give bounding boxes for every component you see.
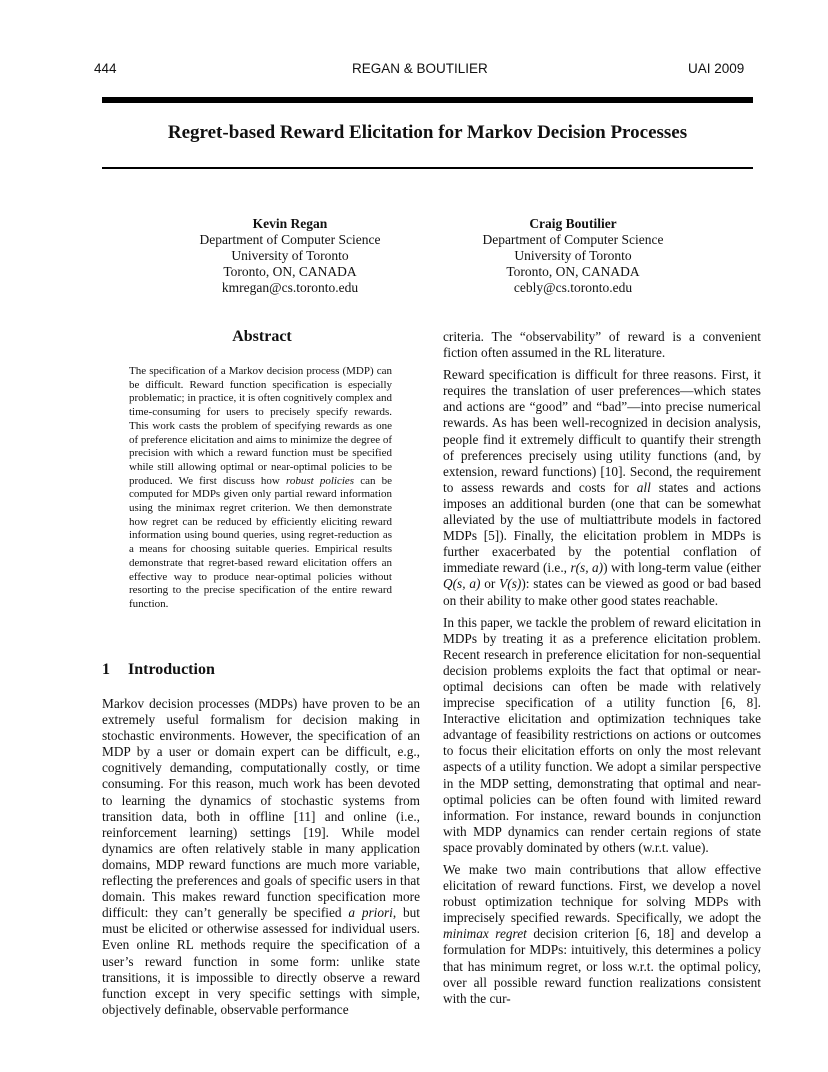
left-column (102, 696, 420, 1024)
author-location: Toronto, ON, CANADA (223, 264, 357, 279)
title-top-rule (102, 97, 753, 103)
author-name: Craig Boutilier (529, 216, 617, 231)
abstract-text: The specification of a Markov decision process (MDP) can be difficult. Reward function specification is especially problematic; in practice, it is often cognitively complex and time-consuming for users to precisely specify rewards. This work casts the problem of specifying rewards as one of preference elicitation and aims to minimize the degree of precision with which a reward function must be specified while still allowing optimal or near-optimal policies to be produced. We first discuss how robust policies can be computed for MDPs given only partial reward information using the minimax regret criterion. We then demonstrate how regret can be reduced by efficiently eliciting reward information using bound queries, using regret-reduction as a means for choosing suitable queries. Empirical results demonstrate that regret-based reward elicitation offers an effective way to produce near-optimal policies without resorting to the precise specification of the entire reward function. (129, 365, 393, 610)
author-location: Toronto, ON, CANADA (506, 264, 640, 279)
title-bottom-rule (102, 167, 753, 169)
paragraph: criteria. The “observability” of reward is a convenient fiction often assumed in the RL literature. (443, 329, 761, 361)
author-email: kmregan@cs.toronto.edu (221, 280, 359, 295)
author-university: University of Toronto (514, 248, 632, 263)
author-block-2 (423, 216, 723, 296)
venue-label: UAI 2009 (688, 61, 745, 76)
author-email: cebly@cs.toronto.edu (513, 280, 633, 295)
abstract-heading: Abstract (232, 328, 292, 345)
paper-title: Regret-based Reward Elicitation for Markov Decision Processes (167, 122, 688, 143)
running-title: REGAN & BOUTILIER (352, 61, 488, 76)
page-number: 444 (94, 61, 117, 76)
paragraph: Reward specification is difficult for three reasons. First, it requires the translation of user preferences—which states and actions are “good” and “bad”—into precise numerical rewards. As has been well-recognized in decision analysis, people find it extremely difficult to quantify their strength of preferences precisely using utility functions (and, by extension, reward functions) [10]. Second, the requirement to assess rewards and costs for all states and actions imposes an additional burden (one that can be somewhat alleviated by the use of multiattribute models in factored MDPs [5]). Finally, the elicitation problem in MDPs is further exacerbated by the potential conflation of immediate reward (i.e., r(s, a)) with long-term value (either Q(s, a) or V(s)): states can be viewed as good or bad based on their ability to make other good states reachable. (443, 367, 762, 608)
section-title: Introduction (128, 661, 215, 678)
paragraph: We make two main contributions that allow effective elicitation of reward functions. First, we develop a novel robust optimization technique for solving MDPs with imprecisely specified rewards. Specifically, we adopt the minimax regret decision criterion [6, 18] and develop a formulation for MDPs: intuitively, this determines a policy that has minimum regret, or loss w.r.t. the optimal policy, over all possible reward function realizations consistent with the cur- (443, 862, 761, 1006)
author-name: Kevin Regan (252, 216, 328, 231)
section-heading (102, 661, 215, 679)
paragraph: Markov decision processes (MDPs) have proven to be an extremely useful formalism for decision making in stochastic environments. However, the specification of an MDP by a user or domain expert can be difficult, e.g., cognitively demanding, computationally costly, or time consuming. For this reason, much work has been devoted to learning the dynamics of stochastic systems from transition data, both in offline [11] and online (i.e., reinforcement learning) settings [19]. While model dynamics are often relatively stable in many application domains, MDP reward functions are much more variable, reflecting the preferences and goals of specific users in that domain. This makes reward function specification more difficult: they can’t generally be specified a priori, but must be elicited or otherwise assessed for individual users. Even online RL methods require the specification of a user’s reward function in some form: unlike state transitions, it is impossible to directly observe a reward function except in very specific settings with simple, objectively definable, observable performance (102, 696, 420, 1017)
section-number: 1 (102, 661, 110, 678)
author-university: University of Toronto (231, 248, 349, 263)
author-department: Department of Computer Science (482, 232, 664, 247)
author-department: Department of Computer Science (199, 232, 381, 247)
right-column (443, 329, 761, 1013)
paragraph: In this paper, we tackle the problem of reward elicitation in MDPs by treating it as a preference elicitation problem. Recent research in preference elicitation for non-sequential decision problems exploits the fact that optimal or near-optimal decisions can often be made with relatively imprecise specification of a utility function [6, 8]. Interactive elicitation and optimization techniques take advantage of feasibility restrictions on actions or outcomes to focus their elicitation efforts on only the most relevant aspects of a utility function. We adopt a similar perspective in the MDP setting, demonstrating that optimal and near-optimal policies can be often found with limited reward information. For instance, reward bounds in conjunction with MDP dynamics can render certain regions of state space provably dominated by others (w.r.t. value). (443, 614, 761, 855)
author-block-1 (140, 216, 440, 296)
